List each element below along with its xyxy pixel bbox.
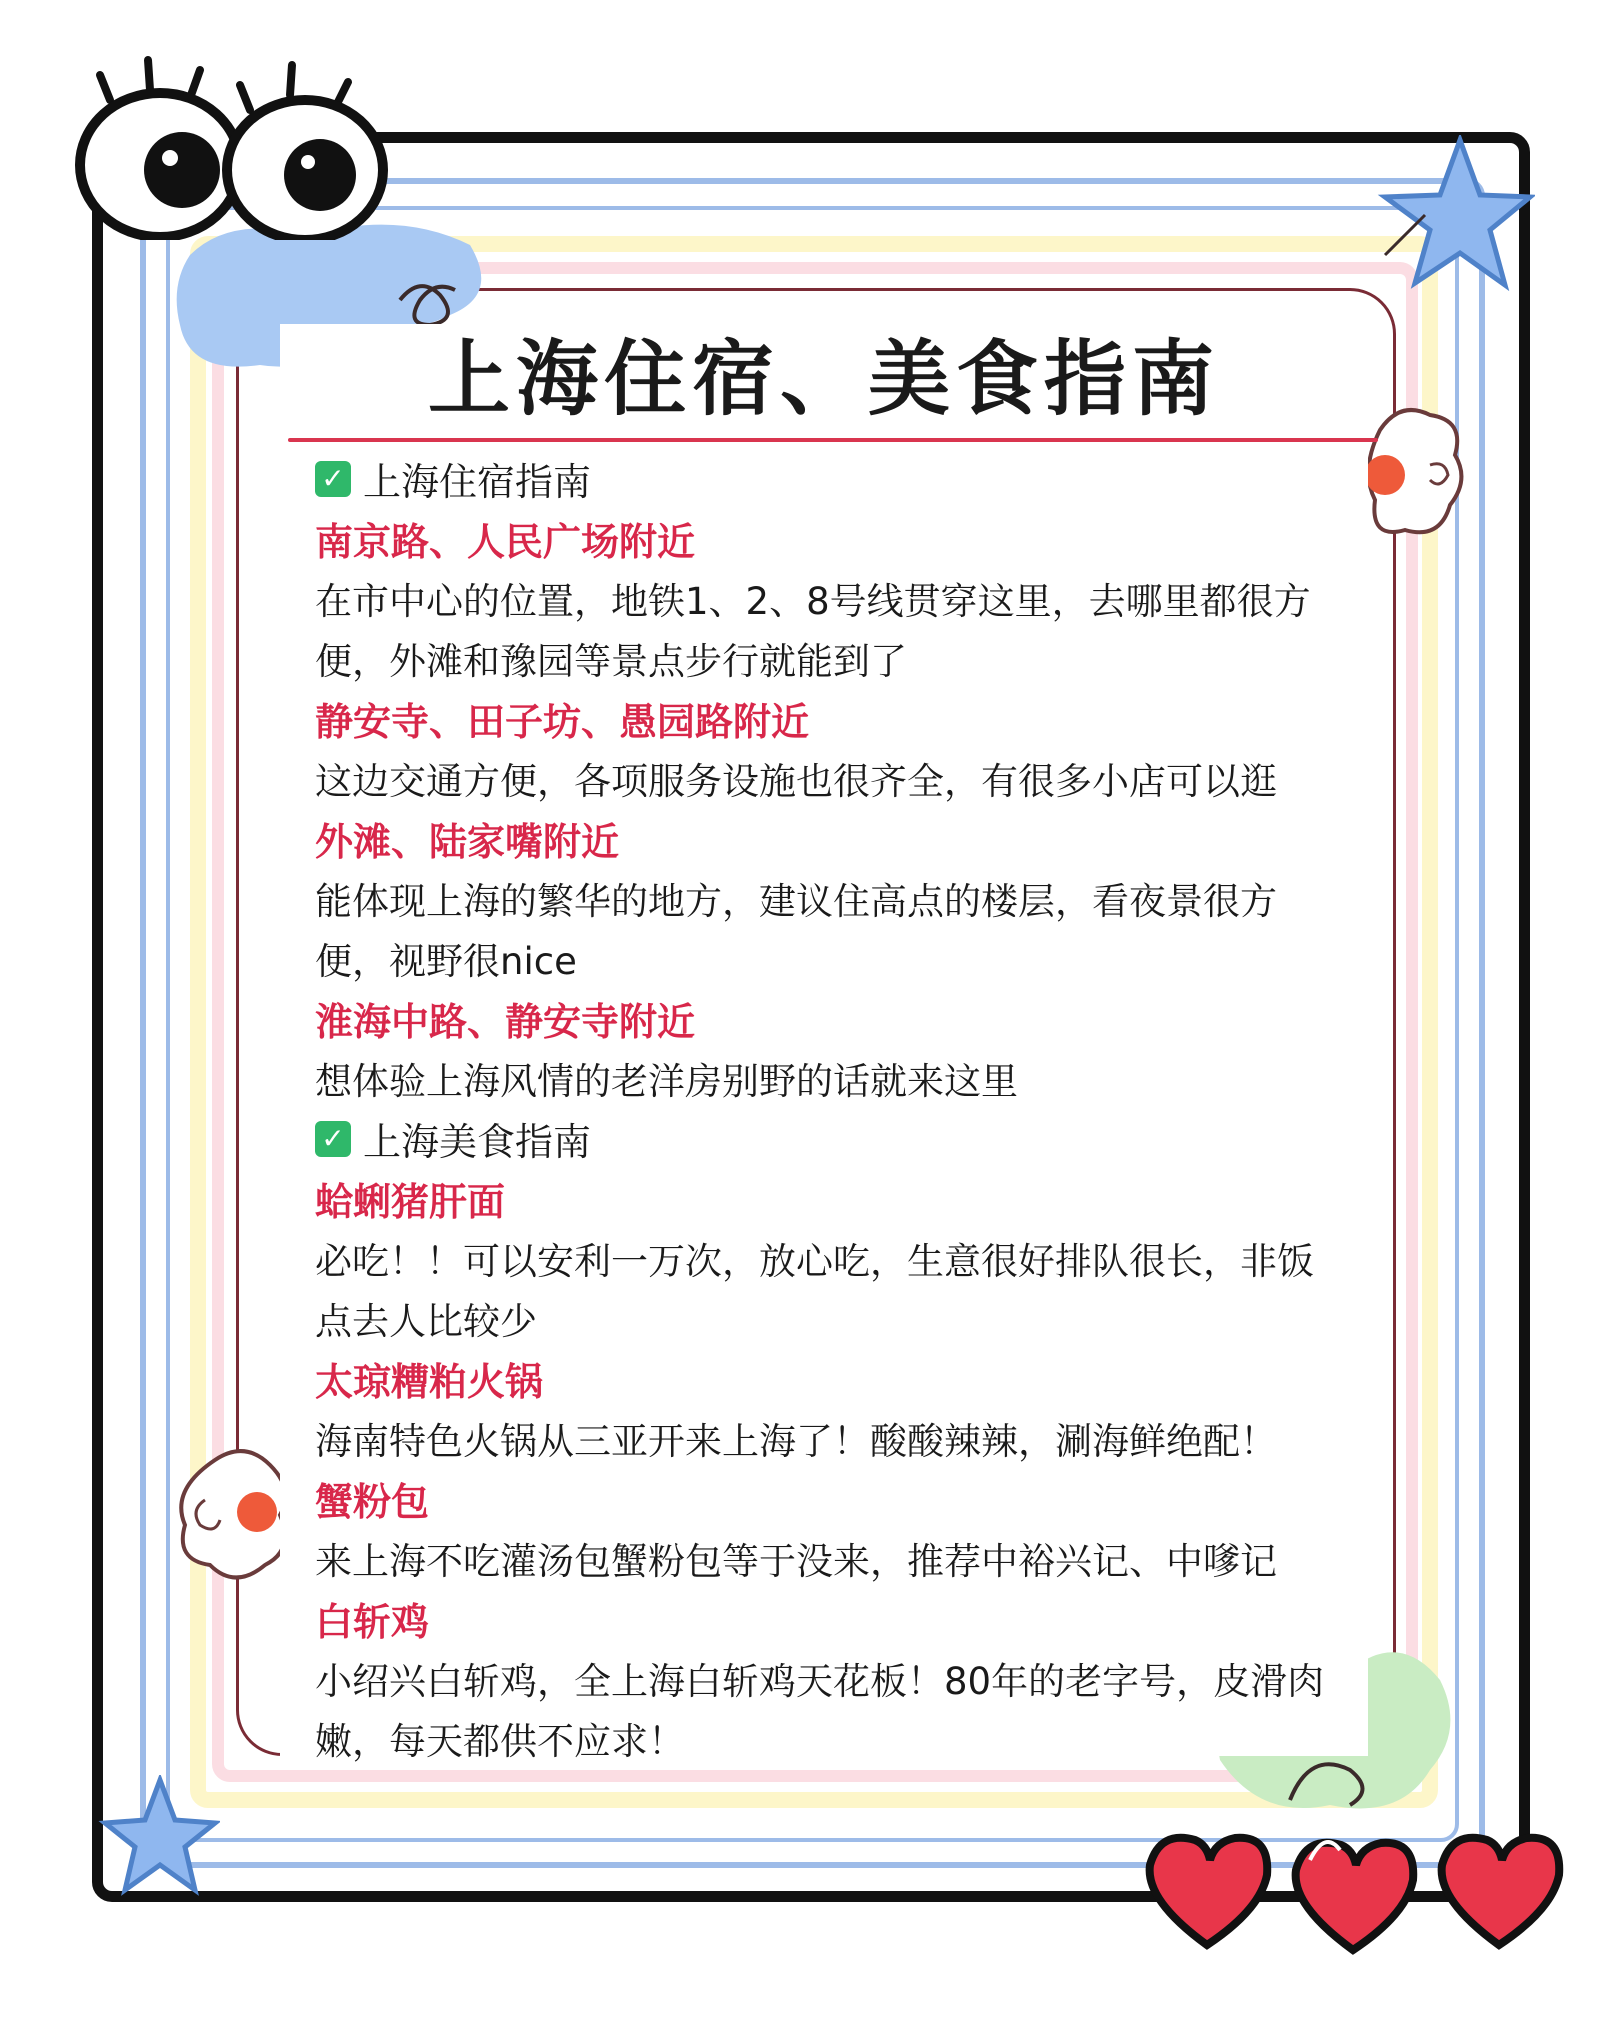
section-header-accommodation bbox=[315, 451, 591, 506]
item-text: 便，视野很nice bbox=[315, 940, 577, 983]
flower-icon bbox=[175, 1440, 295, 1590]
item-heading: 静安寺、田子坊、愚园路附近 bbox=[315, 700, 810, 744]
heart-icon bbox=[1135, 1820, 1575, 1970]
item-heading: 南京路、人民广场附近 bbox=[315, 520, 696, 564]
cartoon-eyes-icon bbox=[50, 40, 400, 240]
item-text: 这边交通方便，各项服务设施也很齐全，有很多小店可以逛 bbox=[315, 760, 1277, 803]
star-icon bbox=[90, 1775, 220, 1905]
item-text: 海南特色火锅从三亚开来上海了！酸酸辣辣，涮海鲜绝配！ bbox=[315, 1420, 1277, 1463]
check-box-icon: ✓ bbox=[315, 1121, 351, 1157]
title-underline bbox=[288, 438, 1378, 442]
section-label: 上海美食指南 bbox=[363, 1120, 592, 1164]
item-heading: 太琼糟粕火锅 bbox=[315, 1360, 544, 1404]
page-title: 上海住宿、美食指南 bbox=[427, 332, 1220, 427]
item-text: 嫩，每天都供不应求！ bbox=[315, 1720, 685, 1763]
item-text: 点去人比较少 bbox=[315, 1300, 537, 1343]
item-text: 便，外滩和豫园等景点步行就能到了 bbox=[315, 640, 907, 683]
item-text: 必吃！！可以安利一万次，放心吃，生意很好排队很长，非饭 bbox=[315, 1240, 1314, 1283]
item-text: 小绍兴白斩鸡，全上海白斩鸡天花板！80年的老字号，皮滑肉 bbox=[315, 1660, 1325, 1703]
section-label: 上海住宿指南 bbox=[363, 460, 592, 504]
flower-icon bbox=[1360, 400, 1470, 550]
item-text: 想体验上海风情的老洋房别野的话就来这里 bbox=[315, 1060, 1018, 1103]
section-header-food bbox=[315, 1111, 591, 1166]
item-heading: 淮海中路、静安寺附近 bbox=[315, 1000, 696, 1044]
item-heading: 蟹粉包 bbox=[315, 1480, 430, 1524]
item-heading: 外滩、陆家嘴附近 bbox=[315, 820, 620, 864]
item-text: 在市中心的位置，地铁1、2、8号线贯穿这里，去哪里都很方 bbox=[315, 580, 1311, 623]
item-text: 能体现上海的繁华的地方，建议住高点的楼层，看夜景很方 bbox=[315, 880, 1277, 923]
item-heading: 蛤蜊猪肝面 bbox=[315, 1180, 506, 1224]
star-icon bbox=[1365, 135, 1535, 295]
item-text: 来上海不吃灌汤包蟹粉包等于没来，推荐中裕兴记、中嗲记 bbox=[315, 1540, 1277, 1583]
item-heading: 白斩鸡 bbox=[315, 1600, 430, 1644]
check-box-icon: ✓ bbox=[315, 461, 351, 497]
